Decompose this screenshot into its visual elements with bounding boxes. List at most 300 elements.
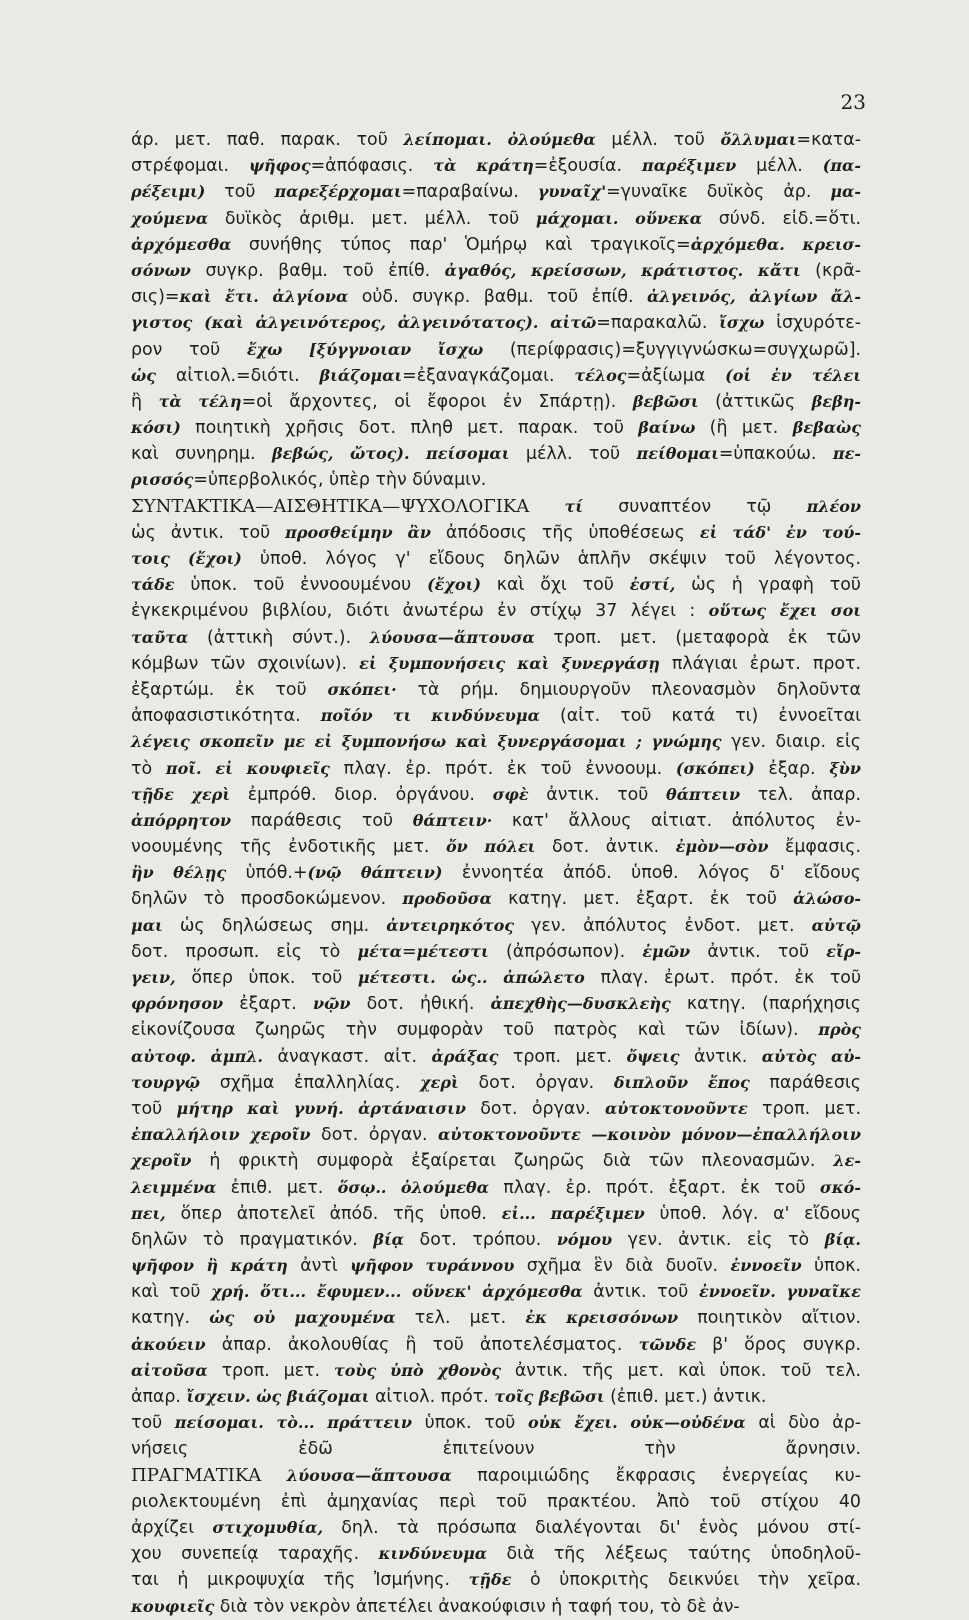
text-run: στρέφομαι. <box>131 156 249 177</box>
greek-term: ἐννοεῖν. γυναῖκε <box>699 1282 861 1302</box>
text-line <box>131 1463 861 1489</box>
text-run: δηλῶν τὸ πραγματικόν. <box>131 1229 374 1250</box>
greek-term: λέγεις σκοπεῖν με εἰ ξυμπονήσω καὶ ξυνεργάσομαι ; γνώμης <box>131 732 722 752</box>
greek-term: βίᾳ. <box>824 1229 861 1249</box>
text-run: σχῆμα ἓν διὰ δυοῖν. <box>514 1256 731 1277</box>
greek-term: θάπτειν· <box>412 810 493 830</box>
text-line <box>131 494 861 520</box>
text-run: =οἱ ἄρχοντες, οἱ ἔφοροι ἐν Σπάρτῃ). <box>241 391 633 412</box>
text-run: νήσεις ἐδῶ ἐπιτείνουν τὴν ἄρνησιν. <box>131 1439 861 1460</box>
text-line <box>131 598 861 624</box>
text-run: ἀπαρ. ἀκολουθίας ἢ τοῦ ἀποτελέσματος. <box>205 1334 639 1355</box>
text-run: δοτ. ὀργαν. <box>458 1072 614 1093</box>
greek-term: ἐμῶν <box>642 941 691 961</box>
greek-term: ἐννοεῖν <box>730 1256 802 1276</box>
text-run: αἰτιολ.=διότι. <box>155 365 320 386</box>
greek-term: τουργῷ <box>131 1072 200 1092</box>
text-line <box>131 1567 861 1593</box>
greek-term: τὰ τέλη <box>158 391 242 411</box>
greek-term: σκό- <box>819 1177 861 1197</box>
greek-term: βίᾳ <box>373 1229 404 1249</box>
text-run: ἰσχυρότε- <box>764 313 861 334</box>
text-line <box>131 153 861 179</box>
text-line <box>131 467 861 493</box>
greek-term: εἴρ- <box>826 941 861 961</box>
text-line <box>131 1070 861 1096</box>
text-run: ἐξαρ. <box>754 758 830 779</box>
text-line <box>131 1305 861 1331</box>
text-run: ἀποφασιστικότητα. <box>131 706 321 727</box>
text-line <box>131 1175 861 1201</box>
greek-term: μέτα <box>357 941 402 961</box>
greek-term: ἐστί, <box>629 575 676 595</box>
greek-term: πλέον <box>806 496 862 516</box>
text-line <box>131 258 861 284</box>
text-run: ἀντικ. τοῦ <box>582 1282 700 1303</box>
text-run: καὶ συνηρημ. <box>131 444 272 465</box>
greek-term: ἀλγεινός, ἀλγίων ἄλ- <box>646 287 861 307</box>
text-run: ὁ ὑποκριτὴς δεικνύει τὴν χεῖρα. <box>511 1570 861 1591</box>
text-line <box>131 991 861 1017</box>
greek-term: σκόπει· <box>327 679 397 699</box>
text-run: γεν. ἀπόλυτος ἐνδοτ. μετ. <box>514 915 812 936</box>
greek-term: λε- <box>833 1151 861 1171</box>
text-run: ὅπερ ὑποκ. τοῦ <box>175 968 358 988</box>
text-line <box>131 1122 861 1148</box>
text-run: δηλῶν τὸ προσδοκώμενον. <box>131 889 403 910</box>
greek-term: πει, <box>131 1203 166 1223</box>
text-line <box>131 1096 861 1122</box>
text-run: δοτ. ἀντικ. <box>535 837 676 858</box>
greek-term: προσθείμην ἂν <box>285 522 431 542</box>
page-number: 23 <box>840 90 866 114</box>
greek-term: ἀπόρρητον <box>131 810 232 830</box>
text-run: ἐγκεκριμένου βιβλίου, διότι ἀνωτέρω ἐν στίχῳ 37 λέγει : <box>131 601 709 622</box>
text-run: ρον τοῦ <box>131 339 247 360</box>
text-run: παράθεσις <box>749 1072 862 1093</box>
text-run: ὑποθ. λόγος γ' εἴδους δηλῶν ἁπλῆν σκέψιν τοῦ λέγοντος. <box>241 549 862 569</box>
text-run: ἐννοητέα ἀπόδ. ὑποθ. λόγος δ' εἴδους <box>442 863 862 884</box>
text-run: ἐπιθ. μετ. <box>216 1177 338 1198</box>
greek-term: ἀράξας <box>431 1046 499 1066</box>
text-line <box>131 1489 861 1515</box>
text-run: =ἐξουσία. <box>533 156 643 177</box>
greek-term: παρεξέρχομαι <box>274 182 402 202</box>
greek-term: τί <box>564 496 583 516</box>
text-run: σύνδ. εἰδ.=ὅτι. <box>702 208 861 229</box>
text-run: δοτ. τρόπου. <box>404 1229 557 1250</box>
greek-term: τῶνδε <box>638 1334 697 1354</box>
greek-term: τέλος <box>574 365 627 385</box>
text-run: ἀπαρ. <box>131 1387 187 1407</box>
text-run: = <box>401 941 417 962</box>
text-run: ἐξαρτώμ. ἐκ τοῦ <box>131 679 328 700</box>
greek-term: χρή. ὅτι... ἔφυμεν... οὕνεκ' ἀρχόμεσθα <box>211 1282 583 1302</box>
greek-term: μαι <box>131 915 163 935</box>
greek-term: βαίνω <box>638 418 696 438</box>
text-line <box>131 625 861 651</box>
greek-term: ἔχω [ξύγγνοιαν ἴσχω <box>246 339 484 359</box>
text-run: τροπ. μετ. (μεταφορὰ ἐκ τῶν <box>534 627 861 648</box>
text-run: ριολεκτουμένη ἐπὶ ἀμηχανίας περὶ τοῦ πρακτέου. Ἀπὸ τοῦ στίχου 40 <box>131 1491 861 1512</box>
text-run: =ὑπακούω. <box>718 444 833 465</box>
text-run: ὑποκ. τοῦ <box>412 1413 528 1434</box>
text-run <box>529 497 564 517</box>
greek-term: τοῖς βεβῶσι <box>494 1387 605 1406</box>
text-run: αἰτιολ. πρότ. <box>369 1387 495 1407</box>
greek-term: γιστος (καὶ ἀλγεινότερος, ἀλγεινότατος). αἰτῶ <box>131 313 597 333</box>
greek-term: ποῖ. εἰ κουφιεῖς <box>165 758 330 778</box>
greek-term: καὶ ἔτι. ἀλγίονα <box>179 287 349 307</box>
greek-term: ἀρχόμεθα. κρεισ- <box>690 234 861 254</box>
greek-term: μα- <box>830 182 861 202</box>
text-line <box>131 834 861 860</box>
text-run: διὰ τῆς λέξεως ταύτης ὑποδηλοῦ- <box>487 1544 861 1565</box>
text-run: ται ἡ μικροψυχία τῆς Ἰσμήνης. <box>131 1570 469 1591</box>
greek-term: οὕτως ἔχει σοι <box>708 601 861 621</box>
text-run: ἀντικ. <box>679 1046 762 1067</box>
greek-term: αἰτοῦσα <box>131 1360 208 1380</box>
text-run: τοῦ <box>131 1098 177 1119</box>
greek-term: κινδύνευμα <box>378 1544 488 1564</box>
text-run: δοτ. ὀργαν. <box>310 1125 439 1146</box>
greek-term: αὐτῷ <box>811 915 861 935</box>
greek-term: (νῷ θάπτειν) <box>307 863 443 883</box>
text-line <box>131 1358 861 1384</box>
text-line <box>131 965 861 991</box>
text-line <box>131 572 861 598</box>
text-run: =ἀξίωμα <box>626 365 726 386</box>
greek-term: ἴσχω <box>719 313 765 333</box>
greek-term: νόμου <box>556 1229 613 1249</box>
greek-term: ἐπαλλήλοιν χεροῖν <box>131 1125 311 1145</box>
text-run: ἔμφασις. <box>768 837 862 858</box>
greek-term: πείθομαι <box>636 444 719 464</box>
greek-term: βεβαὼς <box>792 418 861 438</box>
greek-term: πρὸς <box>818 1020 861 1040</box>
greek-term: λύουσα—ἅπτουσα <box>369 627 535 647</box>
greek-term: βιάζομαι <box>319 365 403 385</box>
greek-term: εἰ τάδ' ἐν τού- <box>699 522 862 542</box>
text-line <box>131 1201 861 1227</box>
greek-term: γυναῖχ' <box>537 182 607 202</box>
greek-term: ὄλλυμαι <box>720 130 797 149</box>
text-run: β' ὅρος συγκρ. <box>696 1334 861 1355</box>
greek-term: (πα- <box>822 156 861 176</box>
text-run: πλαγ. ἐρωτ. πρότ. ἐκ τοῦ <box>584 968 862 988</box>
greek-term: κόσι) <box>131 418 181 438</box>
text-run: ὡς ἀντικ. τοῦ <box>131 522 286 543</box>
text-run: κόμβων τῶν σχοινίων). <box>131 653 360 674</box>
greek-term: μήτηρ καὶ γυνή. ἀρτάναισιν <box>176 1098 466 1118</box>
text-run: ἀρχίζει <box>131 1517 213 1538</box>
text-run: τελ. μετ. <box>395 1308 526 1329</box>
greek-term: τῇδε <box>468 1570 512 1590</box>
text-run: σχῆμα ἐπαλληλίας. <box>199 1072 421 1093</box>
text-run: ὑπόθ.+ <box>226 863 308 884</box>
text-line <box>131 363 861 389</box>
text-line <box>131 441 861 467</box>
text-line <box>131 677 861 703</box>
text-run: σις)= <box>131 287 180 308</box>
greek-term: ὄψεις <box>626 1046 680 1066</box>
text-run: κατηγ. (παρήχησις <box>670 994 862 1015</box>
text-line <box>131 651 861 677</box>
text-run: =κατα- <box>796 130 861 150</box>
greek-term: φρόνησον <box>131 994 224 1014</box>
text-line <box>131 310 861 336</box>
greek-term: πείσομαι. τὸ... πράττειν <box>174 1413 413 1433</box>
greek-term: ἀπεχθὴς—δυσκλεὴς <box>490 994 671 1014</box>
text-line <box>131 1279 861 1305</box>
greek-term: μέτεστι <box>416 941 489 961</box>
text-run: (ἐπιθ. μετ.) ἀντικ. <box>604 1387 767 1407</box>
text-run: καὶ τοῦ <box>131 1282 212 1303</box>
text-run: τροπ. μετ. <box>747 1098 862 1119</box>
text-line <box>131 1253 861 1279</box>
text-line <box>131 415 861 441</box>
text-run: ἢ <box>131 391 159 412</box>
greek-term: νῷν <box>313 994 351 1014</box>
text-run: παροιμιώδης ἔκφρασις ἐνεργείας κυ- <box>451 1465 861 1486</box>
text-run: τοῦ <box>205 182 275 203</box>
text-line <box>131 913 861 939</box>
greek-term: οὐκ ἔχει. οὐκ—οὐδένα <box>527 1413 746 1433</box>
text-run: (αἰτ. τοῦ κατά τι) ἐννοεῖται <box>539 706 861 727</box>
text-run: ἀντικ. τῆς μετ. καὶ ὑποκ. τοῦ τελ. <box>500 1360 861 1381</box>
greek-term: ὡς <box>131 365 156 385</box>
greek-term: ταῦτα <box>131 627 189 647</box>
greek-term: αὐτὸς αὐ- <box>761 1046 861 1066</box>
greek-term: λύουσα—ἅπτουσα <box>286 1465 452 1485</box>
greek-term: στιχομυθία, <box>212 1517 324 1537</box>
greek-term: (σκόπει) <box>675 758 755 778</box>
greek-term: ἀντειρηκότος <box>386 915 515 935</box>
text-line <box>131 808 861 834</box>
greek-term: ἐκ κρεισσόνων <box>525 1308 679 1328</box>
text-run: πλαγ. ἐρ. πρότ. ἐκ τοῦ ἐννοουμ. <box>329 758 676 779</box>
text-line <box>131 127 861 153</box>
text-run: νοουμένης τῆς ἐνδοτικῆς μετ. <box>131 837 446 858</box>
text-run: (ἢ μετ. <box>695 418 793 439</box>
section-heading: ΠΡΑΓΜΑΤΙΚΑ <box>131 1464 262 1486</box>
text-run: ποιητικὴ χρῆσις δοτ. πληθ μετ. παρακ. τοῦ <box>180 418 639 439</box>
greek-term: ρέξειμι) <box>131 182 206 202</box>
greek-term: σόνων <box>131 260 191 280</box>
text-run <box>261 1466 287 1486</box>
greek-term: ὄν πόλει <box>446 837 536 857</box>
greek-term: ἴσχειν. ὡς βιάζομαι <box>186 1387 370 1406</box>
text-line <box>131 1515 861 1541</box>
greek-term: βεβη- <box>811 391 861 411</box>
text-run: τὸ <box>131 758 166 779</box>
greek-term: προδοῦσα <box>402 889 492 909</box>
text-run: =γυναῖκε δυϊκὸς ἀρ. <box>606 182 831 203</box>
greek-term: τοὺς ὑπὸ χθονὸς <box>333 1360 501 1380</box>
greek-term: μέτεστι. ὡς.. ἀπώλετο <box>357 968 585 987</box>
greek-term: βεβώς, ὤτος). πείσομαι <box>271 444 510 464</box>
text-run: τροπ. μετ. <box>498 1046 627 1067</box>
text-run: ὑποκ. τοῦ ἐννοουμένου <box>174 575 428 596</box>
text-run: δοτ. προσωπ. εἰς τὸ <box>131 941 358 962</box>
text-run: συναπτέον τῷ <box>583 496 807 517</box>
greek-term: πε- <box>832 444 861 464</box>
text-run: ἀντὶ <box>287 1256 351 1277</box>
greek-term: ἐμὸν—σὸν <box>675 837 769 857</box>
text-run: ἀντικ. τοῦ <box>690 941 827 962</box>
text-run: (κρᾶ- <box>800 260 861 281</box>
text-run: χου συνεπείᾳ ταραχῆς. <box>131 1544 379 1565</box>
text-line <box>131 756 861 782</box>
text-run: παράθεσις τοῦ <box>231 810 413 831</box>
text-line <box>131 886 861 912</box>
greek-term: ἢν θέλῃς <box>131 863 227 883</box>
greek-term: χεροῖν <box>131 1151 192 1171</box>
text-run: γεν. διαιρ. εἰς <box>721 732 862 753</box>
text-run: τελ. ἀπαρ. <box>740 784 861 805</box>
commentary-text <box>131 127 861 1620</box>
text-line <box>131 860 861 886</box>
greek-term: τοις (ἔχοι) <box>131 549 242 568</box>
greek-term: παρέξιμεν <box>642 156 737 176</box>
text-line <box>131 1227 861 1253</box>
greek-term: τὰ κράτη <box>433 156 534 176</box>
greek-term: χούμενα <box>131 208 209 228</box>
text-run: εἰκονίζουσα ζωηρῶς τὴν συμφορὰν τοῦ πατρὸς καὶ τῶν ἰδίων). <box>131 1020 819 1041</box>
text-run: ὑποθ. λόγ. α' εἴδους <box>644 1203 861 1224</box>
text-line <box>131 546 861 572</box>
greek-term: αὐτοκτονοῦντε —κοινὸν μόνον—ἐπαλλήλοιν <box>438 1125 862 1145</box>
text-run: πλάγιαι ἐρωτ. προτ. <box>659 653 861 674</box>
text-line <box>131 1436 861 1462</box>
text-run: συγκρ. βαθμ. τοῦ ἐπίθ. <box>190 260 445 281</box>
text-run: συνήθης τύπος παρ' Ὁμήρῳ καὶ τραγικοῖς= <box>231 234 691 255</box>
text-line <box>131 1332 861 1358</box>
text-run: ὅπερ ἀποτελεῖ ἀπόδ. τῆς ὑποθ. <box>165 1203 502 1224</box>
greek-term: κουφιεῖς <box>131 1596 215 1616</box>
greek-term: αὐτοκτονοῦντε <box>604 1098 748 1118</box>
text-line <box>131 703 861 729</box>
text-run: =ἐξαναγκάζομαι. <box>402 365 575 386</box>
greek-term: αὐτοφ. ἀμπλ. <box>131 1046 263 1066</box>
text-run: πλαγ. ἐρ. πρότ. ἐξαρτ. ἐκ τοῦ <box>488 1177 820 1198</box>
text-run: (ἀπρόσωπον). <box>488 941 643 962</box>
section-heading: ΣΥΝΤΑΚΤΙΚΑ—ΑΙΣΘΗΤΙΚΑ—ΨΥΧΟΛΟΓΙΚΑ <box>131 495 530 517</box>
text-run: (ἀττικὴ σύντ.). <box>188 627 370 648</box>
text-line <box>131 206 861 232</box>
greek-term: ψῆφον ἢ κράτη <box>131 1256 288 1276</box>
text-run: ἀναγκαστ. αἰτ. <box>262 1046 432 1067</box>
text-run: διὰ τὸν νεκρὸν ἀπετέλει ἀνακούφισιν ἡ ταφή του, τὸ δὲ ἀν- <box>214 1596 740 1617</box>
greek-term: διπλοῦν ἔπος <box>613 1072 750 1092</box>
text-run: τοῦ <box>131 1413 175 1434</box>
text-line <box>131 1541 861 1567</box>
text-run: τὰ ρήμ. δημιουργοῦν πλεονασμὸν δηλοῦντα <box>396 679 861 700</box>
text-line <box>131 1017 861 1043</box>
text-run: ἀντικ. τοῦ <box>528 784 667 805</box>
text-line <box>131 729 861 755</box>
greek-term: θάπτειν <box>666 784 741 804</box>
text-line <box>131 520 861 546</box>
text-line <box>131 939 861 965</box>
greek-term: ἀρχόμεσθα <box>131 234 232 254</box>
greek-term: ποῖόν τι κινδύνευμα <box>320 706 540 726</box>
text-run: (περίφρασις)=ξυγγιγνώσκω=συγχωρῶ]. <box>483 339 862 360</box>
text-run: =ἀπόφασις. <box>310 156 434 177</box>
text-line <box>131 1384 861 1410</box>
text-run: ἐμπρόθ. διορ. ὀργάνου. <box>230 784 493 805</box>
text-run: δηλ. τὰ πρόσωπα διαλέγονται δι' ἑνὸς μόνου στί- <box>323 1517 861 1538</box>
text-run: ἀπόδοσις τῆς ὑποθέσεως <box>430 522 700 543</box>
greek-term: ρισσός <box>131 470 194 490</box>
text-line <box>131 389 861 415</box>
text-run: κατηγ. μετ. ἐξαρτ. ἐκ τοῦ <box>491 889 794 910</box>
greek-term: ἀκούειν <box>131 1334 206 1354</box>
greek-term: χερὶ <box>420 1072 459 1092</box>
text-run: (ἀττικῶς <box>698 391 812 412</box>
greek-term: βεβῶσι <box>632 391 699 411</box>
text-run: =παραβαίνω. <box>401 182 538 203</box>
text-run: =ὑπερβολικός, ὑπὲρ τὴν δύναμιν. <box>193 470 487 491</box>
text-line <box>131 284 861 310</box>
greek-term: σφὲ <box>492 784 529 804</box>
text-line <box>131 1148 861 1174</box>
text-run: ὑποκ. <box>801 1256 862 1277</box>
text-run: ἐξαρτ. <box>223 994 313 1015</box>
greek-term: ψῆφος <box>248 156 311 176</box>
text-run: κατηγ. <box>131 1308 210 1329</box>
greek-term: λειμμένα <box>131 1177 217 1197</box>
text-run: δοτ. ἠθική. <box>350 994 491 1015</box>
greek-term: τάδε <box>131 575 175 595</box>
text-run: =παρακαλῶ. <box>596 313 720 334</box>
text-line <box>131 1410 861 1436</box>
greek-term: (ἔχοι) <box>427 575 481 595</box>
greek-term: μάχομαι. οὕνεκα <box>535 208 703 228</box>
text-run: μέλλ. <box>736 156 823 177</box>
text-run: δυϊκὸς ἀριθμ. μετ. μέλλ. τοῦ <box>208 208 536 229</box>
greek-term: λείπομαι. ὀλούμεθα <box>403 130 596 149</box>
text-run: κατ' ἄλλους αἰτιατ. ἀπόλυτος ἐν- <box>492 810 861 831</box>
greek-term: εἰ ξυμπονήσεις καὶ ξυνεργάσῃ <box>359 653 660 673</box>
text-run: μέλλ. τοῦ <box>509 444 637 465</box>
text-run: γεν. ἀντικ. εἰς τὸ <box>612 1229 825 1250</box>
greek-term: ξὺν <box>829 758 862 778</box>
greek-term: ὅσῳ.. ὀλούμεθα <box>337 1177 489 1197</box>
text-run: καὶ ὄχι τοῦ <box>480 575 630 596</box>
text-run: αἱ δὺο ἀρ- <box>745 1413 862 1434</box>
greek-term: τῇδε χερὶ <box>131 784 231 804</box>
text-run: μέλλ. τοῦ <box>595 130 721 150</box>
text-run: δοτ. ὀργαν. <box>465 1098 605 1119</box>
greek-term: (οἱ ἐν τέλει <box>725 365 861 385</box>
text-run: ὡς ἡ γραφὴ τοῦ <box>675 575 861 596</box>
greek-term: ἀγαθός, κρείσσων, κράτιστος. κἄτι <box>444 260 801 280</box>
text-run: τροπ. μετ. <box>207 1360 334 1381</box>
text-run: ποιητικὸν αἴτιον. <box>678 1308 861 1329</box>
text-line <box>131 1594 861 1620</box>
text-line <box>131 232 861 258</box>
text-run: οὐδ. συγκρ. βαθμ. τοῦ ἐπίθ. <box>348 287 647 308</box>
text-run: ὡς δηλώσεως σημ. <box>162 915 387 936</box>
text-line <box>131 782 861 808</box>
text-line <box>131 337 861 363</box>
text-run: ἡ φρικτὴ συμφορὰ ἐξαίρεται ζωηρῶς διὰ τῶν πλεονασμῶν. <box>191 1151 834 1172</box>
text-line <box>131 1044 861 1070</box>
greek-term: ἁλώσο- <box>793 889 862 909</box>
greek-term: γειν, <box>131 968 176 987</box>
text-run: άρ. μετ. παθ. παρακ. τοῦ <box>131 130 404 150</box>
